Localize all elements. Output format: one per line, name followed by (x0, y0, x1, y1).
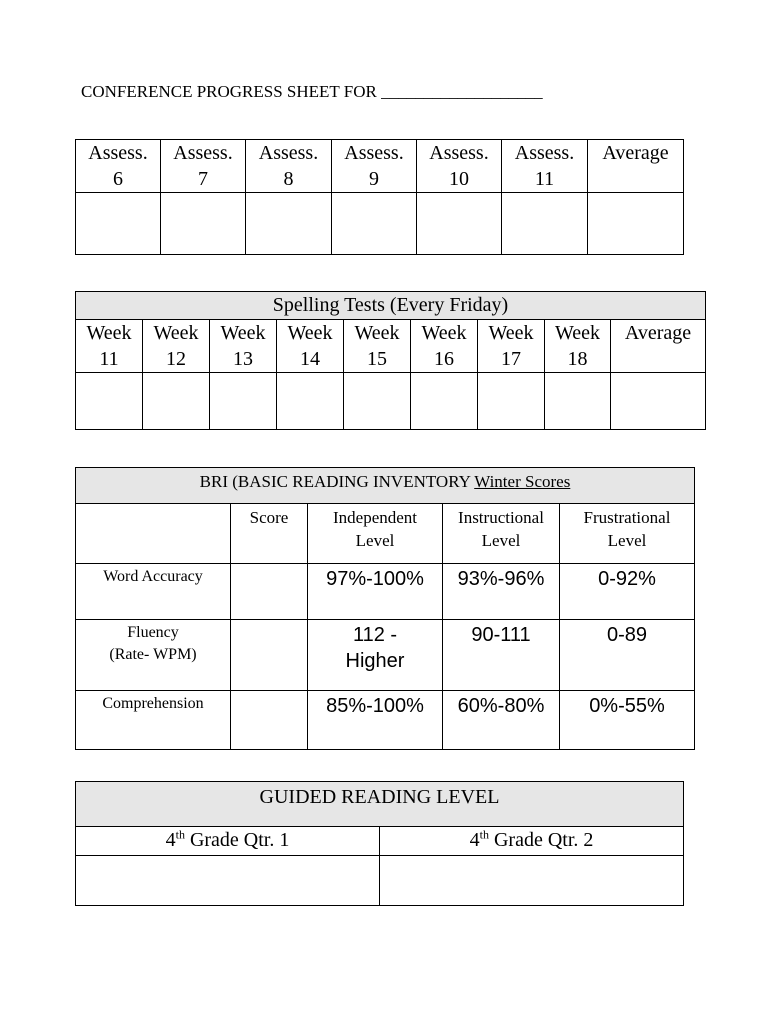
spelling-caption: Spelling Tests (Every Friday) (76, 292, 706, 320)
week-17-header: Week 17 (478, 320, 545, 373)
assess-7-cell[interactable] (161, 193, 246, 255)
assessment-table (75, 139, 684, 255)
qtr-2-cell[interactable] (380, 856, 684, 906)
word-accuracy-frustrational: 0-92% (560, 564, 695, 620)
page-title: CONFERENCE PROGRESS SHEET FOR ___________________ (81, 82, 543, 101)
comprehension-frustrational: 0%-55% (560, 691, 695, 750)
qtr-1-header: 4th Grade Qtr. 1 (76, 827, 380, 856)
comprehension-score-cell[interactable] (231, 691, 308, 750)
week-16-header: Week 16 (411, 320, 478, 373)
assess-10-cell[interactable] (417, 193, 502, 255)
comprehension-independent: 85%-100% (308, 691, 443, 750)
week-13-header: Week 13 (210, 320, 277, 373)
bri-caption: BRI (BASIC READING INVENTORY Winter Scores (76, 468, 695, 504)
fluency-score-cell[interactable] (231, 620, 308, 691)
assess-8-header: Assess. 8 (246, 140, 332, 193)
frustrational-level-header: Frustrational Level (560, 504, 695, 564)
score-header: Score (231, 504, 308, 564)
spelling-average-header: Average (611, 320, 706, 373)
spelling-average-cell[interactable] (611, 373, 706, 430)
word-accuracy-score-cell[interactable] (231, 564, 308, 620)
comprehension-instructional: 60%-80% (443, 691, 560, 750)
fluency-independent: 112 - Higher (308, 620, 443, 691)
spelling-table (75, 291, 706, 430)
week-12-cell[interactable] (143, 373, 210, 430)
comprehension-label: Comprehension (76, 691, 231, 750)
bri-table (75, 467, 695, 750)
fluency-frustrational: 0-89 (560, 620, 695, 691)
word-accuracy-independent: 97%-100% (308, 564, 443, 620)
week-11-cell[interactable] (76, 373, 143, 430)
week-13-cell[interactable] (210, 373, 277, 430)
week-11-header: Week 11 (76, 320, 143, 373)
qtr-1-cell[interactable] (76, 856, 380, 906)
guided-reading-caption: GUIDED READING LEVEL (76, 782, 684, 827)
fluency-instructional: 90-111 (443, 620, 560, 691)
week-15-cell[interactable] (344, 373, 411, 430)
instructional-level-header: Instructional Level (443, 504, 560, 564)
assess-8-cell[interactable] (246, 193, 332, 255)
week-14-header: Week 14 (277, 320, 344, 373)
assess-11-header: Assess. 11 (502, 140, 588, 193)
word-accuracy-label: Word Accuracy (76, 564, 231, 620)
assess-11-cell[interactable] (502, 193, 588, 255)
fluency-label: Fluency (Rate- WPM) (76, 620, 231, 691)
guided-reading-table (75, 781, 684, 906)
assess-10-header: Assess. 10 (417, 140, 502, 193)
assess-average-cell[interactable] (588, 193, 684, 255)
bri-corner-header (76, 504, 231, 564)
week-14-cell[interactable] (277, 373, 344, 430)
bri-caption-underlined: Winter Scores (474, 472, 571, 491)
assess-6-cell[interactable] (76, 193, 161, 255)
assess-9-header: Assess. 9 (332, 140, 417, 193)
week-15-header: Week 15 (344, 320, 411, 373)
week-16-cell[interactable] (411, 373, 478, 430)
independent-level-header: Independent Level (308, 504, 443, 564)
assess-9-cell[interactable] (332, 193, 417, 255)
week-12-header: Week 12 (143, 320, 210, 373)
assess-7-header: Assess. 7 (161, 140, 246, 193)
qtr-2-header: 4th Grade Qtr. 2 (380, 827, 684, 856)
week-18-header: Week 18 (545, 320, 611, 373)
assess-6-header: Assess. 6 (76, 140, 161, 193)
week-18-cell[interactable] (545, 373, 611, 430)
week-17-cell[interactable] (478, 373, 545, 430)
word-accuracy-instructional: 93%-96% (443, 564, 560, 620)
assess-average-header: Average (588, 140, 684, 193)
